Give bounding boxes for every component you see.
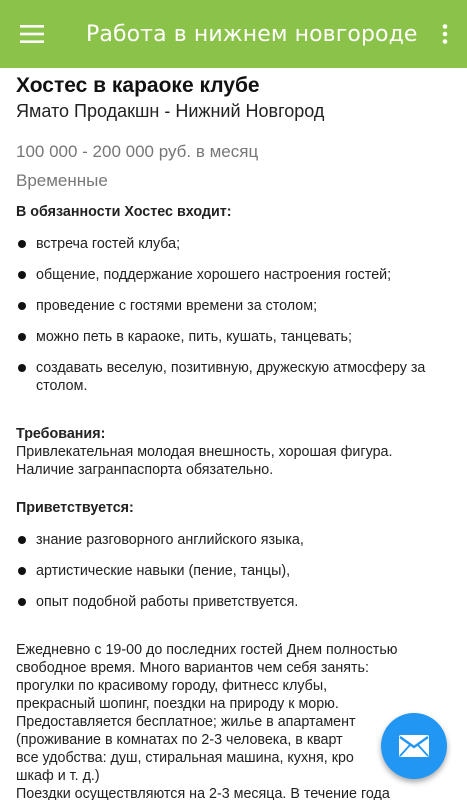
list-item: опыт подобной работы приветствуется.: [16, 593, 446, 611]
list-item: создавать веселую, позитивную, дружескую атмосферу за столом.: [16, 359, 446, 395]
job-title: Хостес в караоке клубе: [16, 74, 260, 97]
bullet: [18, 536, 26, 544]
list-item: артистические навыки (пение, танцы),: [16, 562, 446, 580]
conditions-text: Ежедневно с 19-00 до последних гостей Днем полностью свободное время. Много вариантов чем себя занять: прогулки по красивому городу, фитнесс клубы, прекрасный шопинг, поездки на природу к морю. Предоставляется бесплатное; жилье в апартамент (проживание в комнатах по 2-3 человека, в кварт все удобства: душ, стиральная машина, кухня, кро шкаф и т. д.) Поездки осуществляются на 2-3 месяца. В течение года: [16, 642, 398, 800]
salary: 100 000 - 200 000 руб. в месяц: [16, 142, 259, 161]
list-item: проведение с гостями времени за столом;: [16, 297, 446, 315]
bullet: [18, 598, 26, 606]
mail-icon: [399, 735, 429, 757]
bullet: [18, 567, 26, 575]
list-item: встреча гостей клуба;: [16, 235, 446, 253]
list-item: знание разговорного английского языка,: [16, 531, 446, 549]
company-location: Ямато Продакшн - Нижний Новгород: [16, 101, 325, 121]
more-vertical-icon: [442, 24, 448, 44]
duties-list: [16, 235, 446, 395]
app-bar: [0, 0, 467, 68]
welcome-heading: Приветствуется:: [16, 500, 134, 516]
employment-type: Временные: [16, 171, 108, 190]
list-item: можно петь в караоке, пить, кушать, танцевать;: [16, 328, 446, 346]
bullet: [18, 333, 26, 341]
bullet: [18, 302, 26, 310]
bullet: [18, 240, 26, 248]
requirements-heading: Требования:: [16, 426, 106, 442]
menu-button[interactable]: [0, 0, 64, 68]
bullet: [18, 364, 26, 372]
duties-heading: В обязанности Хостес входит:: [16, 204, 232, 220]
requirements-line: Наличие загранпаспорта обязательно.: [16, 462, 274, 478]
app-bar-title: Работа в нижнем новгороде: [86, 21, 418, 47]
requirements-line: Привлекательная молодая внешность, хорошая фигура.: [16, 444, 393, 460]
welcome-list: [16, 531, 446, 611]
vacancy-content: [16, 70, 446, 800]
hamburger-menu-icon: [20, 25, 44, 43]
bullet: [18, 271, 26, 279]
contact-email-button[interactable]: [381, 713, 447, 779]
list-item: общение, поддержание хорошего настроения гостей;: [16, 266, 446, 284]
job-description: [16, 203, 446, 800]
more-options-button[interactable]: [423, 0, 467, 68]
